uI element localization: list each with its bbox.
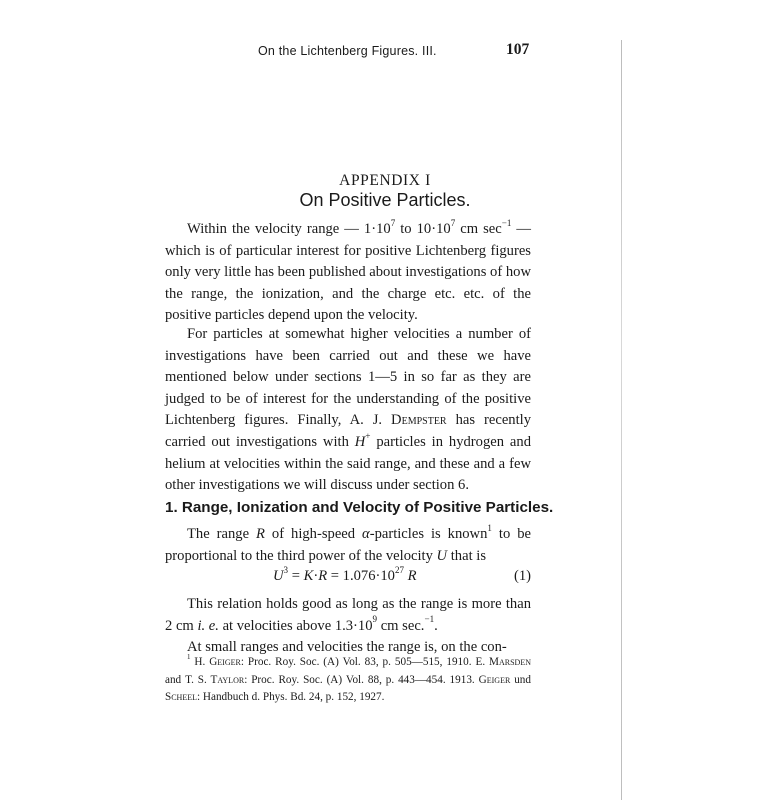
paragraph-2: For particles at somewhat higher velocities a number of investigations have been carried out and these we have mentioned below under sections 1—5 in so far as they are judged to be of interest for the understanding of the positive Lichtenberg figures. Finally, A. J. Dempster has recently carried out investigations with H+ particles in hydrogen and helium at velocities within the said range, and these and a few other investigations we will discuss under section 6. (165, 326, 532, 494)
page-number: 107 (506, 41, 530, 58)
footnote-marker: 1 (187, 653, 191, 662)
equation-body: $U^3 = K\cdot R = 1.076\cdot 10^{27}$ R (273, 564, 417, 584)
equation-1 (165, 564, 531, 590)
paragraph-3: The range R of high-speed α-particles is known$^1$ to be proportional to the third power of the velocity U that is (165, 522, 531, 564)
footnote-ref: 1 (487, 522, 492, 533)
appendix-label: APPENDIX I (339, 172, 431, 189)
section-heading: 1. Range, Ionization and Velocity of Positive Particles. (165, 499, 554, 516)
footnote: $^1$ H. Geiger: Proc. Roy. Soc. (A) Vol. 83, p. 505—515, 1910. E. Marsden and T. S. Taylor: Proc. Roy. Soc. (A) Vol. 88, p. 443—454. 1913. Geiger und Scheel: Handbuch d. Phys. Bd. 24, p. 152, 1927. (165, 653, 532, 703)
running-title: On the Lichtenberg Figures. III. (258, 44, 437, 58)
author-dempster: Dempster (391, 412, 447, 429)
paragraph-1: Within the velocity range — $1\cdot 10^7$ to $10\cdot 10^7$ cm $\sec^{-1}$ — which is of particular interest for positive Lichtenberg figures only very little has been published about investigations of how the range, the ionization, and the charge etc. etc. of the positive particles depend upon the velocity. (165, 217, 532, 324)
paragraph-4: This relation holds good as long as the range is more than 2 cm i. e. at velocities above $1.3\cdot 10^9$ cm sec.$^{-1}$. (165, 596, 531, 634)
equation-number: (1) (513, 568, 531, 584)
paragraph-5: At small ranges and velocities the range is, on the con- (187, 639, 507, 655)
page-edge-line (621, 40, 622, 800)
appendix-title: On Positive Particles. (299, 190, 471, 210)
